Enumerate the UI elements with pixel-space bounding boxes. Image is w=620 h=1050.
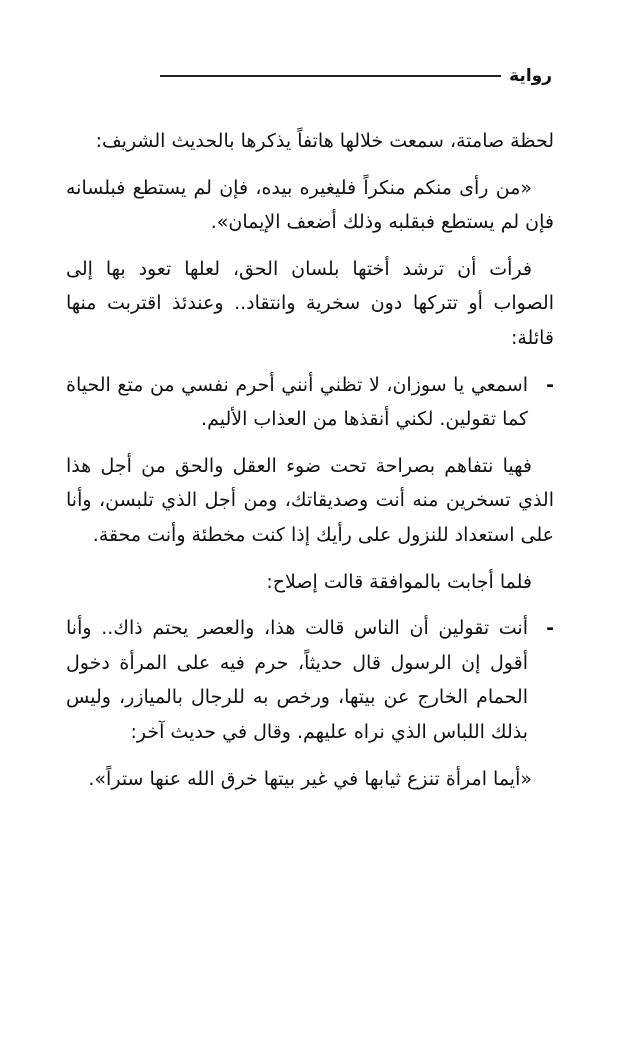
quote-paragraph: «أيما امرأة تنزع ثيابها في غير بيتها خرق الله عنها ستراً».: [88, 767, 532, 790]
running-header: [160, 62, 552, 90]
quote-paragraph: «من رأى منكم منكراً فليغيره بيده، فإن لم يستطع فبلسانه فإن لم يستطع فبقلبه وذلك أضعف الإيمان».: [66, 176, 554, 234]
dialogue-paragraph: [66, 611, 554, 749]
dialogue-text: أنت تقولين أن الناس قالت هذا، والعصر يحتم ذاك.. وأنا أقول إن الرسول قال حديثاً، حرم فيه على المرأة دخول الحمام الخارج عن بيتها، ورخص به للرجال بالميازر، وليس بذلك اللباس الذي نراه عليهم. وقال في حديث آخر:: [66, 617, 528, 743]
paragraph: فهيا نتفاهم بصراحة تحت ضوء العقل والحق من أجل هذا الذي تسخرين منه أنت وصديقاتك، ومن أجل الذي تلبسن، وأنا على استعداد للنزول على رأيك إذا كنت مخطئة وأنت محقة.: [66, 454, 554, 546]
header-title: رواية: [509, 66, 552, 86]
paragraph: فرأت أن ترشد أختها بلسان الحق، لعلها تعود بها إلى الصواب أو تتركها دون سخرية وانتقاد.. وعندئذ اقتربت منها قائلة:: [66, 257, 554, 349]
body-text: [66, 124, 554, 808]
dialogue-dash: -: [546, 617, 554, 640]
dialogue-text: اسمعي يا سوزان، لا تظني أنني أحرم نفسي من متع الحياة كما تقولين. لكني أنقذها من العذاب الأليم.: [66, 373, 528, 431]
paragraph: فلما أجابت بالموافقة قالت إصلاح:: [266, 570, 532, 593]
dialogue-paragraph: [66, 368, 554, 437]
header-rule: [160, 75, 501, 77]
paragraph: لحظة صامتة، سمعت خلالها هاتفاً يذكرها بالحديث الشريف:: [95, 130, 554, 152]
dialogue-dash: -: [546, 373, 554, 396]
